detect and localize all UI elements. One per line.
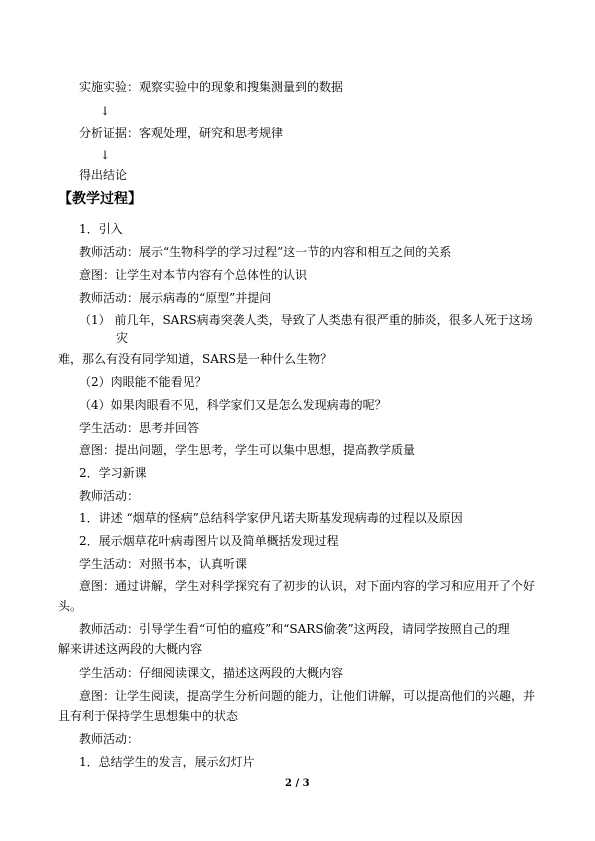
paragraph-line: 教师活动：展示病毒的“原型”并提问 — [79, 291, 272, 305]
paragraph-line: （2）肉眼能不能看见？ — [79, 375, 207, 389]
page-number: 2 / 3 — [285, 778, 310, 789]
down-arrow-icon: ↓ — [100, 148, 111, 162]
paragraph-line: 学生活动：对照书本，认真听课 — [79, 557, 248, 571]
paragraph-line: 学生活动：仔细阅读课文，描述这两段的大概内容 — [79, 666, 344, 680]
paragraph-line: 教师活动：引导学生看“可怕的瘟疫”和“SARS偷袭”这两段，请同学按照自己的理 — [79, 622, 510, 636]
paragraph-line: 且有利于保持学生思想集中的状态 — [58, 709, 239, 723]
paragraph-line: 意图：让学生对本节内容有个总体性的认识 — [79, 268, 308, 282]
paragraph-line: 2．展示烟草花叶病毒图片以及简单概括发现过程 — [79, 534, 339, 548]
paragraph-line: 2．学习新课 — [79, 466, 147, 480]
paragraph-line: 意图：让学生阅读，提高学生分析问题的能力，让他们讲解，可以提高他们的兴趣，并 — [79, 689, 536, 703]
paragraph-line: 意图：提出问题，学生思考，学生可以集中思想，提高教学质量 — [79, 443, 416, 457]
paragraph-line: 教师活动： — [79, 489, 140, 503]
paragraph-line: 意图：通过讲解，学生对科学探究有了初步的认识，对下面内容的学习和应用开了个好 — [79, 579, 536, 593]
section-title: 【教学过程】 — [58, 191, 142, 207]
paragraph-line: 1．讲述 “烟草的怪病”总结科学家伊凡诺夫斯基发现病毒的过程以及原因 — [79, 511, 463, 525]
paragraph-line: （4）如果肉眼看不见，科学家们又是怎么发现病毒的呢？ — [79, 398, 387, 412]
flow-step-conclusion: 得出结论 — [79, 168, 128, 182]
paragraph-line: 教师活动： — [79, 732, 140, 746]
paragraph-line: 解来讲述这两段的大概内容 — [58, 642, 203, 656]
paragraph-line: 灾 — [116, 331, 129, 345]
flow-step-experiment: 实施实验：观察实验中的现象和搜集测量到的数据 — [79, 80, 344, 94]
down-arrow-icon: ↓ — [100, 104, 111, 118]
paragraph-line: 1．引入 — [79, 222, 123, 236]
paragraph-line: （1） 前几年，SARS病毒突袭人类，导致了人类患有很严重的肺炎，很多人死于这场 — [79, 313, 533, 327]
paragraph-line: 学生活动：思考并回答 — [79, 421, 200, 435]
paragraph-line: 教师活动：展示“生物科学的学习过程”这一节的内容和相互之间的关系 — [79, 245, 452, 259]
paragraph-line: 1．总结学生的发言，展示幻灯片 — [79, 755, 255, 769]
paragraph-line: 难，那么有没有同学知道，SARS是一种什么生物？ — [58, 352, 333, 366]
flow-step-analysis: 分析证据：客观处理，研究和思考规律 — [79, 126, 284, 140]
paragraph-line: 头。 — [58, 599, 83, 613]
